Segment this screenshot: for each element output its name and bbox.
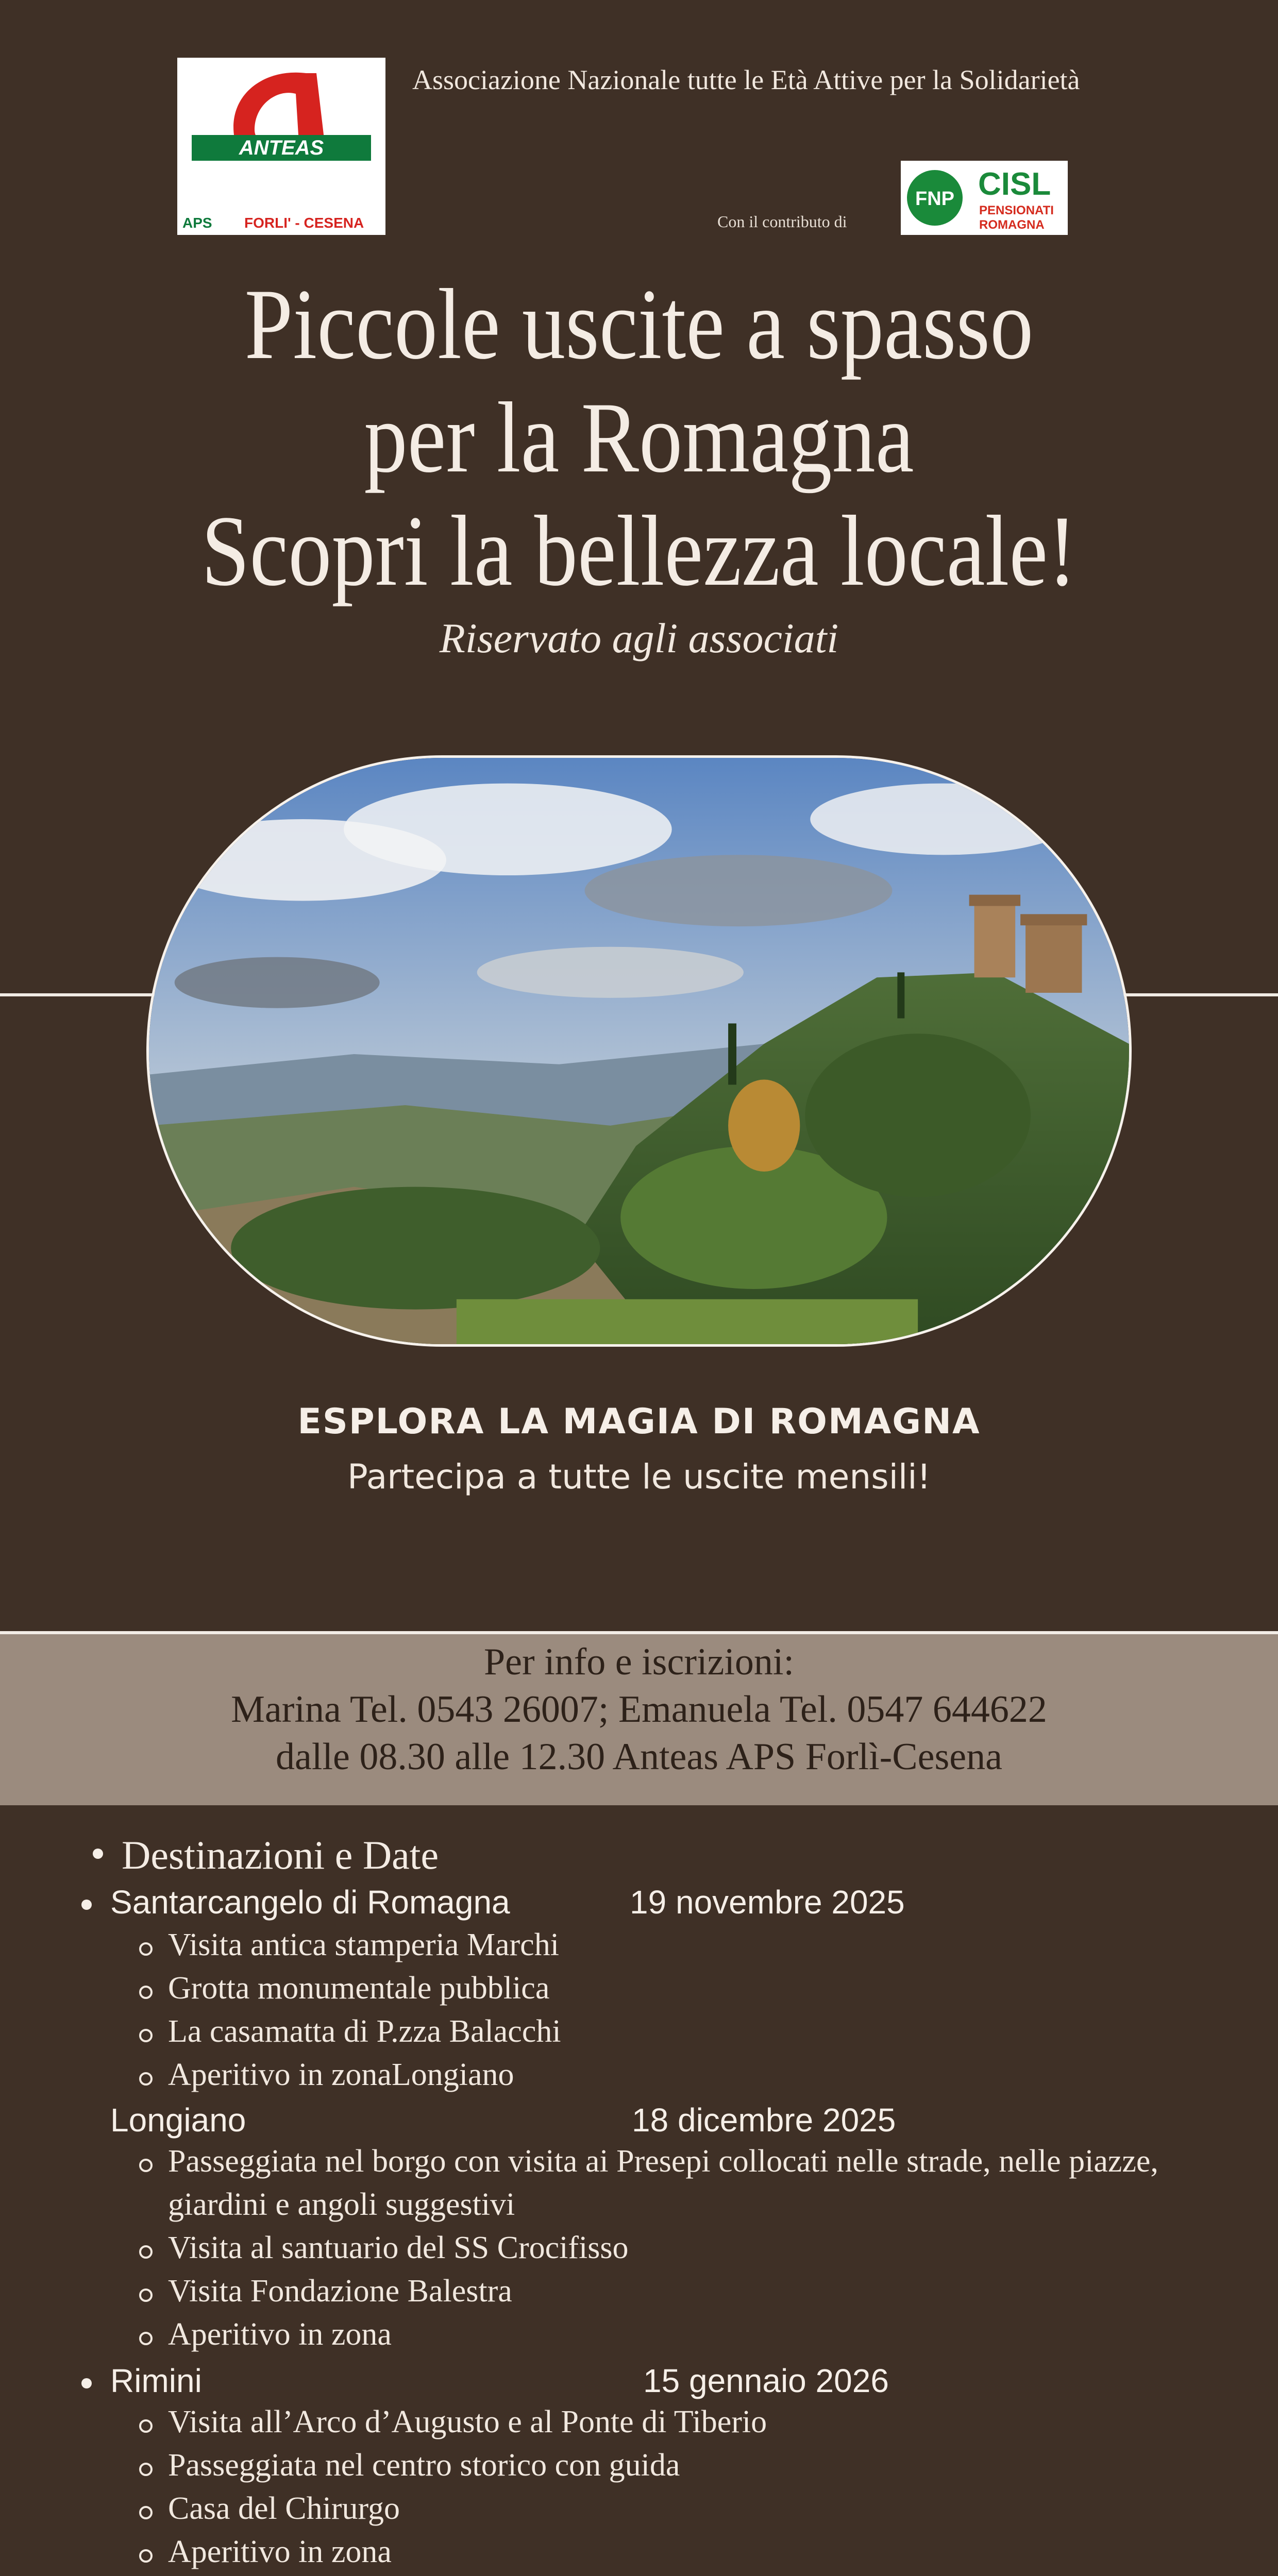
fnp-logo-text: FNP xyxy=(915,188,954,210)
promo-subline: Partecipa a tutte le uscite mensili! xyxy=(347,1457,931,1497)
destinations-heading: Destinazioni e Date xyxy=(122,1833,439,1877)
info-band-line-3: dalle 08.30 alle 12.30 Anteas APS Forlì-Cesena xyxy=(276,1736,1002,1778)
anteas-logo-brand: ANTEAS xyxy=(239,137,324,159)
info-band-text xyxy=(0,1634,1278,1781)
activity-item: Passeggiata nel borgo con visita ai Presepi collocati nelle strade, nelle piazze, xyxy=(168,2144,1158,2179)
activity-item: Casa del Chirurgo xyxy=(168,2491,400,2526)
destination-place: Rimini xyxy=(110,2362,202,2399)
destination-date: 15 gennaio 2026 xyxy=(643,2362,889,2399)
anteas-logo-aps: APS xyxy=(182,215,212,231)
contribution-label: Con il contributo di xyxy=(717,212,847,231)
landscape-photo xyxy=(146,755,1132,1347)
destination-date: 18 dicembre 2025 xyxy=(632,2102,896,2139)
page-title xyxy=(90,268,1189,608)
activity-item: Aperitivo in zonaLongiano xyxy=(168,2057,514,2092)
activity-item: La casamatta di P.zza Balacchi xyxy=(168,2014,561,2049)
page-subtitle: Riservato agli associati xyxy=(439,615,839,662)
info-band-line-2: Marina Tel. 0543 26007; Emanuela Tel. 0547 644622 xyxy=(231,1688,1047,1731)
divider-left xyxy=(0,993,155,996)
destination-place: Longiano xyxy=(110,2102,246,2139)
activity-item: Grotta monumentale pubblica xyxy=(168,1971,550,2006)
destination-date: 19 novembre 2025 xyxy=(630,1884,905,1921)
divider-right xyxy=(1123,993,1278,996)
activity-item: Passeggiata nel centro storico con guida xyxy=(168,2448,680,2483)
activity-item: Visita al santuario del SS Crocifisso xyxy=(168,2230,629,2265)
activity-item: Aperitivo in zona xyxy=(168,2317,392,2352)
activity-item: Visita all’Arco d’Augusto e al Ponte di Tiberio xyxy=(168,2404,767,2439)
activity-item: Visita antica stamperia Marchi xyxy=(168,1927,559,1962)
title-line-2: per la Romagna xyxy=(364,382,914,494)
anteas-logo xyxy=(177,58,385,235)
title-line-1: Piccole uscite a spasso xyxy=(244,268,1034,380)
fnp-cisl-logo xyxy=(901,161,1068,235)
destination-place: Santarcangelo di Romagna xyxy=(110,1884,510,1921)
info-band-line-1: Per info e iscrizioni: xyxy=(483,1641,795,1683)
anteas-logo-location: FORLI' - CESENA xyxy=(244,215,364,231)
title-line-3: Scopri la bellezza locale! xyxy=(201,495,1077,607)
cisl-logo-line2: ROMAGNA xyxy=(979,218,1045,232)
association-name: Associazione Nazionale tutte le Età Attive per la Solidarietà xyxy=(412,64,1080,95)
activity-item-continued: giardini e angoli suggestivi xyxy=(168,2187,515,2222)
promo-headline: ESPLORA LA MAGIA DI ROMAGNA xyxy=(297,1401,981,1442)
cisl-logo-line1: PENSIONATI xyxy=(979,204,1054,217)
activity-item: Visita Fondazione Balestra xyxy=(168,2274,512,2309)
cisl-logo-text: CISL xyxy=(978,166,1051,202)
activity-item: Aperitivo in zona xyxy=(168,2534,392,2569)
